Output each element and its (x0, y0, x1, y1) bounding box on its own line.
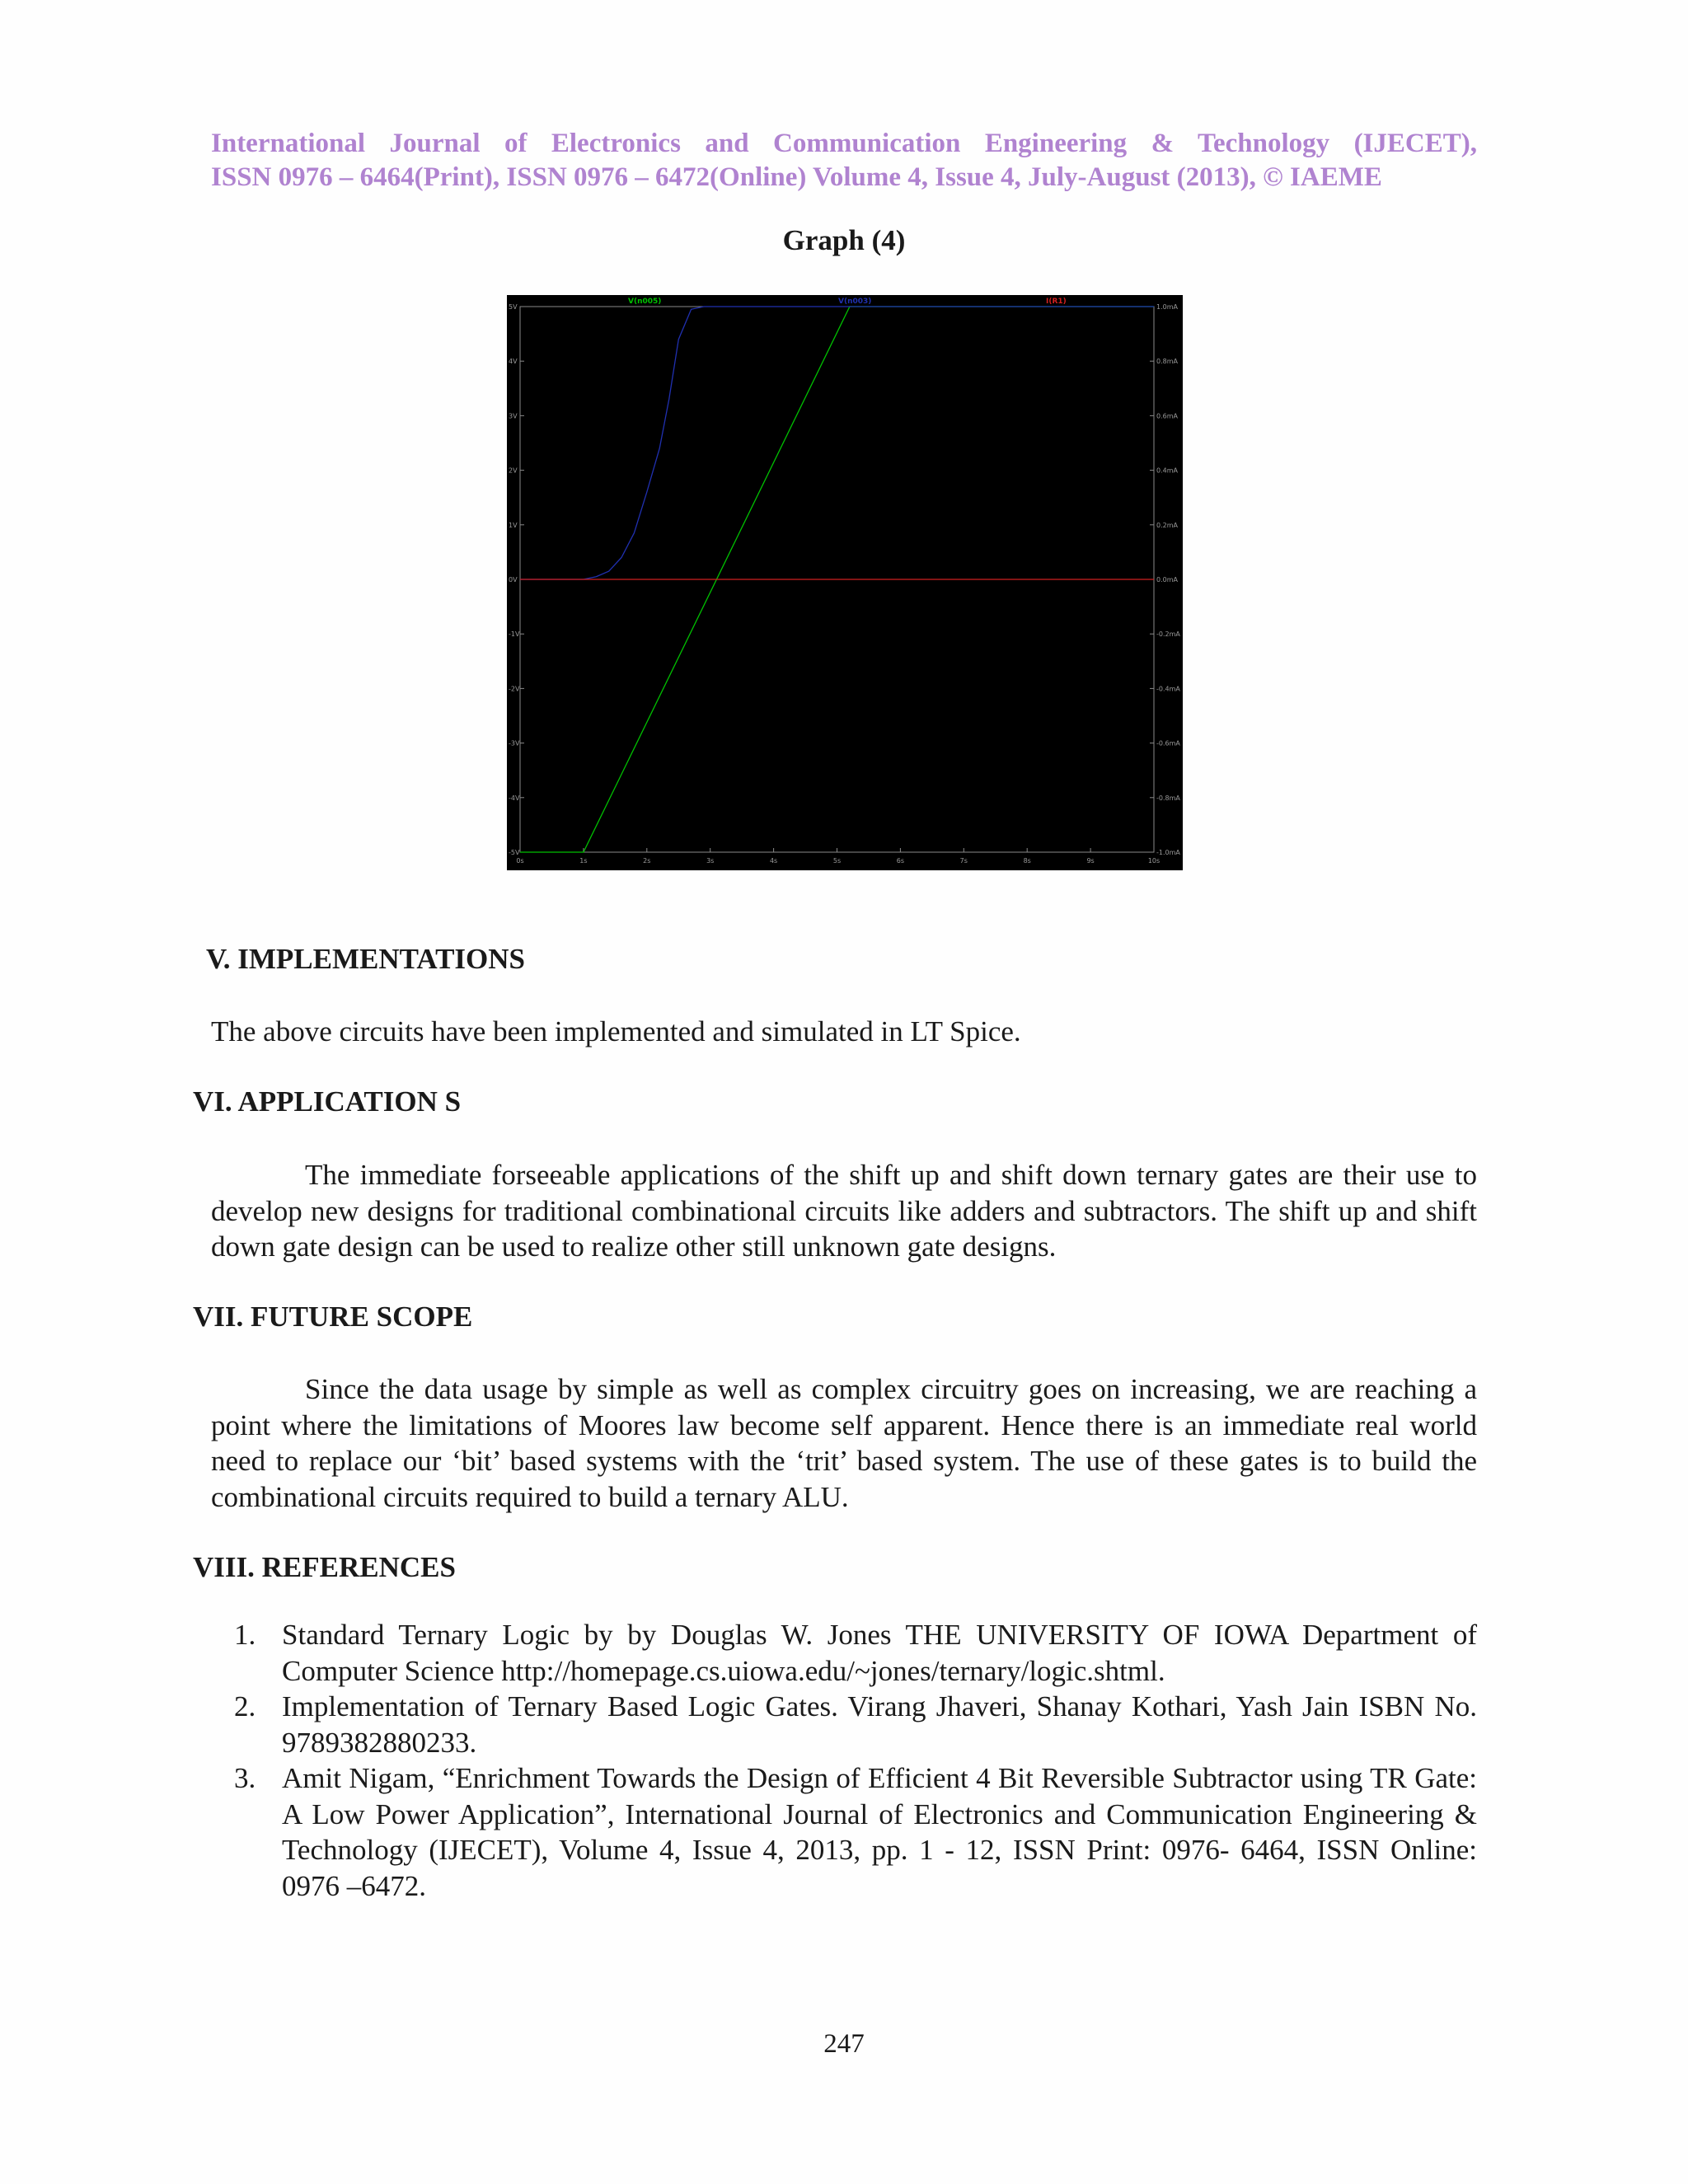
graph-caption: Graph (4) (782, 224, 906, 256)
series-line-vn003 (520, 307, 1154, 579)
y-right-tick-label: -0.8mA (1156, 794, 1180, 802)
reference-number: 3. (234, 1762, 256, 1794)
reference-number: 1. (234, 1619, 256, 1651)
x-tick-label: 2s (643, 857, 651, 865)
reference-text: Amit Nigam, “Enrichment Towards the Design of Efficient 4 Bit Reversible Subtractor using TR Gate: A Low Power Application”, International Journal of Electronics and Communication Engineering & Technology (IJECET), Volume 4, Issue 4, 2013, pp. 1 - 12, ISSN Print: 0976- 6464, ISSN Online: 0976 –6472. (282, 1762, 1477, 1902)
y-right-tick-label: -0.2mA (1156, 630, 1180, 639)
y-right-tick-label: 0.6mA (1156, 412, 1178, 420)
legend-label: V(n005) (628, 298, 662, 306)
y-left-tick-label: -4V (509, 794, 520, 802)
x-tick-label: 4s (769, 857, 778, 865)
x-tick-label: 10s (1147, 857, 1160, 865)
future-scope-text: Since the data usage by simple as well as complex circuitry goes on increasing, we are reaching a point where the limitations of Moores law become self apparent. Hence there is an immediate real world need to replace our ‘bit’ based systems with the ‘trit’ based system. The use of these gates is to build the combinational circuits required to build a ternary ALU. (211, 1373, 1477, 1513)
x-tick-label: 0s (516, 857, 524, 865)
y-right-tick-label: 0.2mA (1156, 521, 1178, 529)
y-right-tick-label: 0.8mA (1156, 358, 1178, 366)
y-right-tick-label: -0.4mA (1156, 685, 1180, 693)
x-tick-label: 6s (896, 857, 905, 865)
applications-text: The immediate forseeable applications of the shift up and shift down ternary gates are their use to develop new designs for traditional combinational circuits like adders and subtractors. The shift up and shift down gate design can be used to realize other still unknown gate designs. (211, 1159, 1477, 1263)
implementations-text: The above circuits have been implemented and simulated in LT Spice. (211, 1015, 1021, 1047)
heading-applications: VI. APPLICATION S (193, 1085, 462, 1118)
legend-label: I(R1) (1046, 298, 1067, 306)
x-tick-label: 7s (959, 857, 968, 865)
x-tick-label: 9s (1086, 857, 1095, 865)
y-left-tick-label: 0V (509, 576, 518, 583)
y-right-tick-label: -1.0mA (1156, 849, 1180, 856)
heading-implementations: V. IMPLEMENTATIONS (206, 943, 525, 975)
y-right-tick-label: 0.0mA (1156, 576, 1178, 583)
y-left-tick-label: -2V (509, 685, 520, 693)
reference-text: Implementation of Ternary Based Logic Gates. Virang Jhaveri, Shanay Kothari, Yash Jain ISBN No. 9789382880233. (282, 1690, 1477, 1759)
y-left-tick-label: -5V (509, 849, 520, 856)
journal-header-line-2: ISSN 0976 – 6464(Print), ISSN 0976 – 6472(Online) Volume 4, Issue 4, July-August (2013), © IAEME (211, 162, 1382, 192)
heading-future-scope: VII. FUTURE SCOPE (193, 1301, 473, 1333)
journal-header-line-1: International Journal of Electronics and Communication Engineering & Technology (IJECET), (211, 129, 1477, 158)
waveform-chart (507, 295, 1183, 870)
reference-text: Standard Ternary Logic by by Douglas W. Jones THE UNIVERSITY OF IOWA Department of Computer Science http://homepage.cs.uiowa.edu/~jones/ternary/logic.shtml. (282, 1619, 1477, 1687)
x-tick-label: 8s (1023, 857, 1031, 865)
journal-header (211, 127, 1477, 194)
y-left-tick-label: -3V (509, 739, 520, 748)
x-tick-label: 5s (832, 857, 842, 865)
y-left-tick-label: 3V (509, 412, 518, 420)
y-left-tick-label: 1V (509, 521, 518, 529)
x-tick-label: 1s (579, 857, 588, 865)
y-left-tick-label: 5V (509, 303, 518, 311)
y-left-tick-label: -1V (509, 630, 520, 639)
reference-list (211, 1617, 1477, 1904)
legend-label: V(n003) (838, 298, 872, 306)
reference-item (211, 1689, 1477, 1760)
waveform-chart-svg (507, 295, 1183, 870)
reference-item (211, 1617, 1477, 1689)
y-right-tick-label: 1.0mA (1156, 303, 1178, 311)
y-right-tick-label: 0.4mA (1156, 466, 1178, 475)
y-left-tick-label: 4V (509, 358, 518, 366)
y-left-tick-label: 2V (509, 466, 518, 475)
y-right-tick-label: -0.6mA (1156, 739, 1180, 748)
x-tick-label: 3s (706, 857, 715, 865)
reference-number: 2. (234, 1690, 256, 1722)
reference-item (211, 1760, 1477, 1904)
page-number: 247 (823, 2029, 865, 2059)
heading-references: VIII. REFERENCES (193, 1551, 456, 1583)
